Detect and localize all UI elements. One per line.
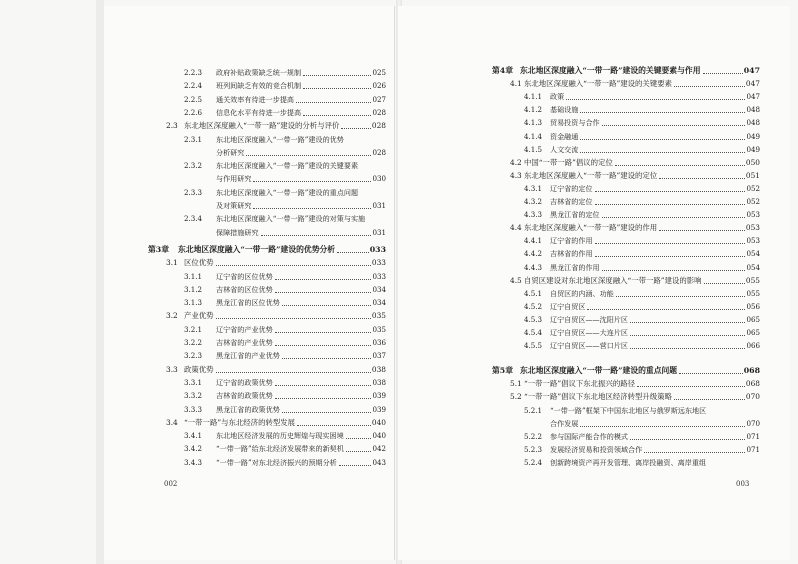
entry-page-number: 028 bbox=[372, 107, 386, 117]
leader-dots bbox=[275, 332, 372, 333]
entry-number: 4.5.2 bbox=[524, 301, 543, 311]
entry-page-number: 036 bbox=[372, 338, 386, 347]
entry-page-number: 027 bbox=[372, 94, 386, 104]
subsection-entry bbox=[524, 247, 760, 261]
leader-dots bbox=[282, 412, 372, 413]
entry-title: 辽宁自贸区 bbox=[550, 301, 586, 311]
entry-title: 创新跨境资产再开发管理、离岸投融资、离岸重组 bbox=[550, 457, 707, 467]
leader-dots bbox=[282, 305, 372, 306]
leader-dots bbox=[296, 102, 371, 103]
entry-title: 东北地区深度融入“一带一路”建设的定位 bbox=[524, 170, 658, 180]
entry-number: 2.3.2 bbox=[184, 161, 203, 171]
entry-title: 东北地区深度融入“一带一路”建设的关键要素 bbox=[216, 161, 359, 171]
entry-number: 3.3.2 bbox=[184, 391, 203, 401]
entry-number: 5.2.3 bbox=[524, 444, 543, 454]
subsection-entry bbox=[524, 456, 760, 470]
leader-dots bbox=[253, 181, 371, 182]
entry-number: 4.3 bbox=[510, 170, 522, 180]
entry-number: 2.3.4 bbox=[184, 214, 203, 224]
leader-dots bbox=[595, 191, 746, 192]
entry-title: 辽宁自贸区——大连片区 bbox=[550, 328, 629, 337]
section-entry bbox=[166, 416, 386, 430]
entry-number: 4.5.3 bbox=[524, 314, 543, 324]
entry-number: 5.2.1 bbox=[524, 405, 543, 415]
subsection-entry bbox=[524, 261, 760, 275]
entry-title: 政策 bbox=[550, 92, 565, 102]
entry-number: 3.3.3 bbox=[184, 404, 203, 414]
subsection-entry bbox=[524, 287, 760, 301]
entry-page-number: 040 bbox=[372, 431, 386, 441]
entry-title: 中国“一带一路”倡议的定位 bbox=[524, 157, 613, 167]
entry-number: 2.2.5 bbox=[184, 94, 203, 104]
entry-title: 吉林省的政策优势 bbox=[216, 391, 273, 401]
leader-dots bbox=[216, 372, 371, 373]
leader-dots bbox=[303, 88, 371, 89]
entry-title: 辽宁省的政策优势 bbox=[216, 377, 273, 387]
entry-page-number: 070 bbox=[746, 418, 760, 428]
entry-number: 3.3.1 bbox=[184, 377, 203, 387]
entry-page-number: 047 bbox=[746, 92, 760, 102]
entry-title: 东北地区深度融入“一带一路”建设的重点问题 bbox=[520, 366, 678, 376]
entry-number: 4.3.1 bbox=[524, 183, 543, 193]
entry-page-number: 040 bbox=[371, 417, 386, 427]
entry-number: 2.2.6 bbox=[184, 107, 203, 117]
leader-dots bbox=[595, 204, 746, 205]
leader-dots bbox=[275, 292, 372, 293]
right-page-number: 003 bbox=[736, 480, 750, 488]
entry-page-number: 066 bbox=[746, 341, 760, 351]
entry-title: 辽宁省的产业优势 bbox=[216, 324, 273, 334]
subsection-entry bbox=[184, 133, 386, 147]
entry-page-number: 034 bbox=[372, 284, 386, 294]
entry-page-number: 047 bbox=[743, 66, 760, 75]
entry-number: 4.4.1 bbox=[524, 236, 543, 246]
entry-page-number: 042 bbox=[372, 444, 386, 454]
entry-number: 4.5 bbox=[510, 275, 522, 285]
leader-dots bbox=[339, 465, 372, 466]
entry-page-number: 028 bbox=[371, 121, 386, 131]
entry-title: 吉林省的产业优势 bbox=[216, 338, 273, 347]
entry-number: 4.4 bbox=[510, 223, 522, 233]
entry-page-number: 071 bbox=[746, 431, 760, 441]
entry-number: 3.2 bbox=[166, 311, 178, 321]
subsection-entry bbox=[524, 339, 760, 353]
entry-page-number: 030 bbox=[372, 174, 386, 184]
leader-dots bbox=[216, 318, 371, 319]
subsection-entry bbox=[524, 116, 760, 130]
entry-number: 3.4.2 bbox=[184, 444, 203, 454]
subsection-entry bbox=[184, 79, 386, 93]
subsection-entry bbox=[524, 130, 760, 144]
entry-title: 辽宁省的作用 bbox=[550, 236, 593, 246]
leader-dots bbox=[615, 165, 745, 166]
entry-title: 参与国际产能合作的模式 bbox=[550, 431, 629, 441]
subsection-entry bbox=[216, 199, 386, 213]
entry-number: 5.1 bbox=[510, 379, 522, 389]
subsection-entry bbox=[524, 208, 760, 222]
entry-page-number: 071 bbox=[746, 444, 760, 454]
leader-dots bbox=[216, 265, 371, 266]
leader-dots bbox=[566, 99, 745, 100]
subsection-entry bbox=[524, 326, 760, 340]
entry-page-number: 053 bbox=[746, 210, 760, 220]
subsection-entry bbox=[184, 389, 386, 403]
entry-title: “一带一路”与东北经济的转型发展 bbox=[184, 417, 296, 427]
entry-page-number: 052 bbox=[746, 183, 760, 193]
subsection-entry bbox=[184, 93, 386, 107]
subsection-entry bbox=[184, 376, 386, 390]
section-entry bbox=[510, 390, 760, 404]
entry-title: 及对策研究 bbox=[216, 201, 252, 210]
entry-page-number: 070 bbox=[745, 392, 760, 402]
entry-title: 班列间缺乏有效的竞合机制 bbox=[216, 81, 302, 91]
leader-dots bbox=[630, 439, 745, 440]
subsection-entry bbox=[184, 336, 386, 350]
section-entry bbox=[510, 221, 760, 235]
subsection-entry bbox=[184, 270, 386, 284]
subsection-entry bbox=[524, 103, 760, 117]
entry-page-number: 054 bbox=[746, 262, 760, 272]
leader-dots bbox=[580, 426, 745, 427]
subsection-entry bbox=[184, 159, 386, 173]
entry-number: 2.3.1 bbox=[184, 134, 203, 144]
entry-page-number: 065 bbox=[746, 314, 760, 324]
subsection-entry bbox=[524, 404, 760, 418]
entry-title: 合作发展 bbox=[550, 418, 579, 428]
entry-page-number: 039 bbox=[372, 391, 386, 401]
entry-number: 3.1.2 bbox=[184, 284, 203, 294]
subsection-entry bbox=[524, 90, 760, 104]
leader-dots bbox=[275, 385, 372, 386]
leader-dots bbox=[703, 73, 743, 74]
leader-dots bbox=[303, 75, 371, 76]
entry-page-number: 048 bbox=[746, 105, 760, 115]
section-entry bbox=[166, 256, 386, 270]
entry-title: 东北地区深度融入“一带一路”建设的分析与评价 bbox=[184, 121, 340, 131]
entry-number: 第4章 bbox=[492, 66, 514, 75]
leader-dots bbox=[630, 322, 745, 323]
section-entry bbox=[166, 309, 386, 323]
section-entry bbox=[510, 169, 760, 183]
leader-dots bbox=[659, 230, 745, 231]
entry-number: 4.5.4 bbox=[524, 328, 543, 337]
entry-number: 4.2 bbox=[510, 157, 522, 167]
subsection-entry bbox=[184, 456, 386, 470]
chapter-entry bbox=[492, 364, 760, 378]
subsection-entry bbox=[524, 234, 760, 248]
subsection-entry bbox=[184, 186, 386, 200]
left-page bbox=[104, 6, 395, 560]
entry-number: 2.3.3 bbox=[184, 187, 203, 197]
entry-title: 辽宁自贸区——沈阳片区 bbox=[550, 314, 629, 324]
entry-number: 4.5.1 bbox=[524, 288, 543, 298]
entry-page-number: 033 bbox=[371, 258, 386, 268]
entry-title: 吉林省的定位 bbox=[550, 197, 593, 206]
leader-dots bbox=[253, 208, 371, 209]
entry-page-number: 038 bbox=[371, 364, 386, 374]
leader-dots bbox=[341, 128, 371, 129]
subsection-entry bbox=[524, 443, 760, 457]
entry-title: 自贸区建设对东北地区深度融入“一带一路”建设的影响 bbox=[524, 275, 702, 285]
entry-page-number: 053 bbox=[746, 236, 760, 246]
entry-page-number: 035 bbox=[371, 311, 386, 321]
entry-title: “一带一路”给东北经济发展带来的新契机 bbox=[216, 444, 344, 454]
entry-page-number: 056 bbox=[746, 301, 760, 311]
leader-dots bbox=[275, 345, 372, 346]
subsection-entry bbox=[184, 283, 386, 297]
entry-page-number: 031 bbox=[372, 227, 386, 237]
section-entry bbox=[510, 377, 760, 391]
leader-dots bbox=[346, 451, 372, 452]
entry-title: 区位优势 bbox=[184, 258, 214, 268]
entry-title: 吉林省的区位优势 bbox=[216, 284, 273, 294]
leader-dots bbox=[580, 152, 745, 153]
entry-page-number: 053 bbox=[745, 223, 760, 233]
leader-dots bbox=[346, 438, 372, 439]
entry-page-number: 048 bbox=[746, 118, 760, 128]
entry-title: 政策优势 bbox=[184, 364, 214, 374]
entry-page-number: 026 bbox=[372, 81, 386, 91]
entry-title: 东北地区深度融入“一带一路”建设的作用 bbox=[524, 223, 658, 233]
entry-title: 东北地区深度融入“一带一路”建设的对策与实施 bbox=[216, 214, 366, 224]
leader-dots bbox=[297, 425, 371, 426]
entry-number: 2.2.4 bbox=[184, 81, 203, 91]
leader-dots bbox=[630, 335, 745, 336]
leader-dots bbox=[595, 256, 746, 257]
subsection-entry bbox=[216, 172, 386, 186]
leader-dots bbox=[337, 252, 369, 253]
entry-title: 人文交流 bbox=[550, 144, 579, 154]
subsection-entry bbox=[216, 226, 386, 240]
section-entry bbox=[510, 274, 760, 288]
entry-page-number: 049 bbox=[746, 144, 760, 154]
entry-number: 第5章 bbox=[492, 366, 514, 376]
entry-number: 3.2.3 bbox=[184, 351, 203, 361]
section-entry bbox=[166, 363, 386, 377]
leader-dots bbox=[246, 155, 371, 156]
entry-page-number: 051 bbox=[745, 170, 760, 180]
entry-title: “一带一路”对东北经济振兴的预期分析 bbox=[216, 457, 337, 467]
entry-page-number: 039 bbox=[372, 404, 386, 414]
entry-title: 基础设施 bbox=[550, 105, 579, 115]
entry-title: 黑龙江省的产业优势 bbox=[216, 351, 280, 361]
subsection-entry bbox=[184, 323, 386, 337]
leader-dots bbox=[580, 112, 745, 113]
entry-number: 4.3.3 bbox=[524, 210, 543, 220]
subsection-entry bbox=[524, 313, 760, 327]
leader-dots bbox=[275, 279, 372, 280]
entry-page-number: 055 bbox=[746, 288, 760, 298]
entry-page-number: 052 bbox=[746, 197, 760, 206]
subsection-entry bbox=[524, 143, 760, 157]
leader-dots bbox=[261, 235, 372, 236]
entry-title: 自贸区的内涵、功能 bbox=[550, 288, 614, 298]
entry-number: 4.1.4 bbox=[524, 131, 543, 141]
chapter-entry bbox=[148, 243, 386, 257]
page-edge bbox=[96, 0, 104, 564]
entry-number: 2.2.3 bbox=[184, 68, 203, 77]
entry-page-number: 047 bbox=[745, 79, 760, 89]
entry-number: 3.4.3 bbox=[184, 457, 203, 467]
entry-title: 辽宁自贸区——营口片区 bbox=[550, 341, 629, 351]
entry-page-number: 065 bbox=[746, 328, 760, 337]
entry-number: 5.2.4 bbox=[524, 457, 543, 467]
entry-page-number: 028 bbox=[372, 147, 386, 157]
entry-title: 通关效率有待进一步提高 bbox=[216, 94, 295, 104]
leader-dots bbox=[659, 178, 745, 179]
leader-dots bbox=[679, 373, 743, 374]
entry-page-number: 031 bbox=[372, 201, 386, 210]
subsection-entry bbox=[184, 442, 386, 456]
subsection-entry bbox=[216, 146, 386, 160]
entry-number: 2.3 bbox=[166, 121, 178, 131]
subsection-entry bbox=[524, 195, 760, 209]
subsection-entry bbox=[550, 417, 760, 431]
leader-dots bbox=[275, 398, 372, 399]
entry-title: 贸易投资与合作 bbox=[550, 118, 600, 128]
entry-title: 东北地区深度融入“一带一路”建设的优势分析 bbox=[178, 244, 336, 254]
leader-dots bbox=[616, 296, 746, 297]
entry-title: 东北地区深度融入“一带一路”建设的关键要素与作用 bbox=[520, 66, 701, 75]
entry-title: “一带一路”倡议下东北振兴的路径 bbox=[524, 379, 636, 389]
leader-dots bbox=[602, 125, 746, 126]
entry-number: 3.3 bbox=[166, 364, 178, 374]
entry-page-number: 035 bbox=[372, 324, 386, 334]
leader-dots bbox=[644, 452, 745, 453]
entry-number: 3.2.1 bbox=[184, 324, 203, 334]
subsection-entry bbox=[184, 106, 386, 120]
entry-title: 黑龙江省的政策优势 bbox=[216, 404, 280, 414]
entry-page-number: 055 bbox=[745, 275, 760, 285]
entry-page-number: 034 bbox=[372, 298, 386, 308]
entry-number: 5.2 bbox=[510, 392, 522, 402]
entry-number: 第3章 bbox=[148, 244, 170, 254]
entry-number: 3.1.1 bbox=[184, 271, 203, 281]
subsection-entry bbox=[524, 300, 760, 314]
subsection-entry bbox=[524, 430, 760, 444]
entry-page-number: 050 bbox=[745, 157, 760, 167]
entry-number: 4.1.3 bbox=[524, 118, 543, 128]
subsection-entry bbox=[184, 212, 386, 226]
section-entry bbox=[510, 156, 760, 170]
entry-page-number: 033 bbox=[372, 271, 386, 281]
entry-number: 3.1 bbox=[166, 258, 178, 268]
entry-number: 4.1.1 bbox=[524, 92, 543, 102]
entry-title: 黑龙江省的定位 bbox=[550, 210, 600, 220]
section-entry bbox=[166, 119, 386, 133]
entry-page-number: 033 bbox=[369, 244, 386, 254]
entry-number: 3.2.2 bbox=[184, 338, 203, 347]
entry-number: 4.5.5 bbox=[524, 341, 543, 351]
entry-number: 3.1.3 bbox=[184, 298, 203, 308]
entry-page-number: 049 bbox=[746, 131, 760, 141]
entry-title: 东北地区深度融入“一带一路”建设的关键要素 bbox=[524, 79, 672, 89]
leader-dots bbox=[704, 283, 745, 284]
entry-title: 产业优势 bbox=[184, 311, 214, 321]
right-page bbox=[398, 6, 790, 560]
subsection-entry bbox=[184, 66, 386, 80]
entry-page-number: 054 bbox=[746, 249, 760, 259]
entry-title: 辽宁省的定位 bbox=[550, 183, 593, 193]
entry-title: 政府补贴政策缺乏统一规制 bbox=[216, 68, 302, 77]
subsection-entry bbox=[184, 429, 386, 443]
leader-dots bbox=[282, 358, 372, 359]
entry-page-number: 038 bbox=[372, 377, 386, 387]
entry-page-number: 037 bbox=[372, 351, 386, 361]
leader-dots bbox=[630, 348, 745, 349]
chapter-entry bbox=[492, 64, 760, 78]
leader-dots bbox=[587, 309, 745, 310]
leader-dots bbox=[674, 399, 745, 400]
entry-title: “一带一路”倡议下东北地区经济转型升级策略 bbox=[524, 392, 672, 402]
entry-page-number: 043 bbox=[372, 457, 386, 467]
section-entry bbox=[510, 77, 760, 91]
entry-title: 东北地区深度融入“一带一路”建设的优势 bbox=[216, 134, 344, 144]
subsection-entry bbox=[184, 349, 386, 363]
entry-number: 4.3.2 bbox=[524, 197, 543, 206]
entry-number: 5.2.2 bbox=[524, 431, 543, 441]
entry-title: 保障措施研究 bbox=[216, 227, 259, 237]
entry-title: 与作用研究 bbox=[216, 174, 252, 184]
entry-title: 东北地区深度融入“一带一路”建设的重点问题 bbox=[216, 187, 359, 197]
leader-dots bbox=[595, 243, 746, 244]
entry-number: 3.4 bbox=[166, 417, 178, 427]
entry-title: 发展经济贸易和投资领域合作 bbox=[550, 444, 643, 454]
subsection-entry bbox=[184, 403, 386, 417]
entry-number: 4.1.2 bbox=[524, 105, 543, 115]
entry-page-number: 068 bbox=[743, 366, 760, 376]
entry-title: 辽宁省的区位优势 bbox=[216, 271, 273, 281]
entry-title: 黑龙江省的作用 bbox=[550, 262, 600, 272]
entry-number: 4.1 bbox=[510, 79, 522, 89]
entry-number: 3.4.1 bbox=[184, 431, 203, 441]
entry-page-number: 068 bbox=[745, 379, 760, 389]
entry-title: 黑龙江省的区位优势 bbox=[216, 298, 280, 308]
entry-title: 东北地区经济发展的历史辉煌与现实困境 bbox=[216, 431, 344, 441]
entry-number: 4.4.2 bbox=[524, 249, 543, 259]
entry-title: “一带一路”框架下中国东北地区与俄罗斯远东地区 bbox=[550, 405, 707, 415]
leader-dots bbox=[303, 115, 371, 116]
leader-dots bbox=[602, 217, 746, 218]
entry-title: 资金融通 bbox=[550, 131, 579, 141]
entry-title: 吉林省的作用 bbox=[550, 249, 593, 259]
entry-page-number: 025 bbox=[372, 68, 386, 77]
entry-title: 信息化水平有待进一步提高 bbox=[216, 107, 302, 117]
entry-number: 4.4.3 bbox=[524, 262, 543, 272]
left-page-number: 002 bbox=[164, 480, 178, 488]
leader-dots bbox=[602, 270, 746, 271]
subsection-entry bbox=[184, 296, 386, 310]
leader-dots bbox=[580, 139, 745, 140]
leader-dots bbox=[674, 86, 745, 87]
subsection-entry bbox=[524, 182, 760, 196]
entry-number: 4.1.5 bbox=[524, 144, 543, 154]
leader-dots bbox=[637, 386, 745, 387]
entry-title: 分析研究 bbox=[216, 147, 245, 157]
